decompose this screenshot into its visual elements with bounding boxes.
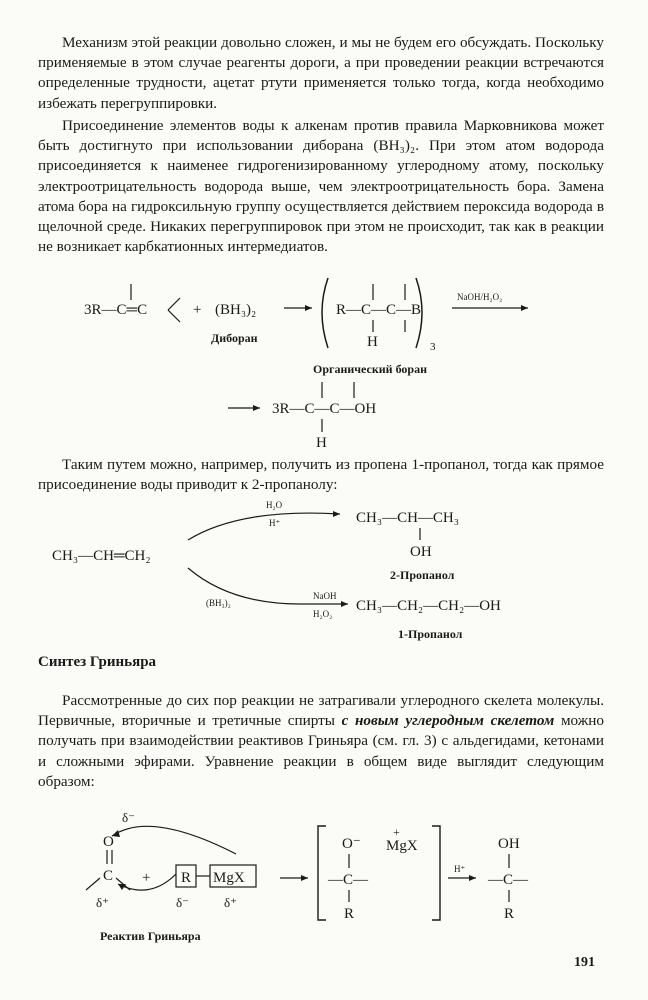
hydroboration-scheme — [0, 270, 648, 450]
paragraph-2: Присоединение элементов воды к алкенам против правила Марковникова может быть достигнуто при использовании диборана (BH₃)₂. При этом атом водорода присоединяется к наименее гидрогенизированному углеродному атому, поскольку электроотрицательность водорода выше, чем электроотрицательность бора. Замена атома бора на гидроксильную группу осуществляется действием пероксида водорода в щелочной среде. Никаких перегруппировок при этом не происходит, так как в реакции не возникает карбкатионных интермедиатов. — [38, 117, 604, 256]
scheme2-lower-reagent: (BH₃)₂ — [206, 598, 231, 608]
scheme3-oxygen: O — [103, 834, 114, 850]
scheme1-reagent: NaOH/H₂O₂ — [457, 292, 503, 302]
scheme3-delta-plus-mg: δ⁺ — [224, 895, 237, 910]
scheme1-reactant: 3R—C═C — [84, 302, 148, 318]
scheme3-delta-plus-left: δ⁺ — [96, 895, 109, 910]
scheme2-label-1: 1-Пропанол — [398, 627, 463, 641]
scheme3-prod-oh: OH — [498, 836, 520, 852]
propene-scheme — [0, 496, 648, 646]
paragraph-3: Таким путем можно, например, получить из пропена 1-пропанол, тогда как прямое присоединение воды приводит к 2-пропанолу: — [38, 456, 604, 494]
scheme2-reactant: CH₃—CH═CH₂ — [52, 548, 151, 564]
scheme3-prod-r: R — [504, 906, 515, 922]
scheme2-lower-reagent-bottom: H₂O₂ — [313, 609, 333, 619]
paragraph-4-emphasis: с новым углеродным скелетом — [341, 712, 555, 730]
scheme3-int-r: R — [344, 906, 355, 922]
scheme1-product: 3R—C—C—OH — [272, 401, 377, 417]
scheme1-product-h: H — [316, 435, 327, 450]
paragraph-4-end: можно получать при взаимодействии реактивов Гриньяра (см. гл. 3) с альдегидами, кетонами и сложными эфирами. Уравнение реакции в общем виде выглядит следующим образом: — [38, 712, 604, 790]
scheme2-product-2: CH₃—CH—CH₃ — [356, 510, 459, 526]
scheme3-delta-minus-top: δ⁻ — [122, 810, 135, 825]
scheme3-plus: + — [142, 870, 151, 886]
scheme1-diborane-label: Диборан — [211, 331, 258, 345]
scheme3-r: R — [181, 870, 192, 886]
scheme2-label-2: 2-Пропанол — [390, 568, 455, 582]
scheme3-label: Реактив Гриньяра — [100, 929, 201, 943]
scheme3-delta-minus-r: δ⁻ — [176, 895, 189, 910]
scheme3-int-mgx-charge: + — [393, 825, 400, 839]
scheme1-complex: R—C—C—B — [336, 302, 422, 318]
scheme2-product-2-oh: OH — [410, 544, 432, 560]
page-number: 191 — [574, 955, 595, 970]
scheme1-complex-h: H — [367, 334, 378, 350]
scheme1-complex-label: Органический боран — [313, 362, 428, 376]
scheme2-upper-reagent-top: H₂O — [266, 500, 283, 510]
scheme3-carbon: C — [103, 868, 114, 884]
scheme3-acid: H⁺ — [454, 864, 466, 874]
scheme2-lower-reagent-top: NaOH — [313, 591, 337, 601]
grignard-scheme — [0, 800, 648, 950]
paragraph-4 — [38, 691, 604, 792]
section-heading-grignard: Синтез Гриньяра — [38, 654, 157, 670]
scheme1-subscript-3: 3 — [430, 341, 436, 353]
scheme3-int-o: O⁻ — [342, 836, 361, 852]
scheme1-diborane: (BH₃)₂ — [215, 302, 257, 318]
scheme1-plus: + — [193, 302, 202, 318]
scheme3-int-mgx: MgX — [386, 838, 418, 854]
scheme3-mgx: MgX — [213, 870, 245, 886]
paragraph-1: Механизм этой реакции довольно сложен, и мы не будем его обсуждать. Поскольку применяемые в этом случае реагенты дороги, а при проведении реакции встречаются определенные трудности, ацетат ртути применяется только тогда, когда необходимо избежать перегруппировки. — [38, 34, 604, 112]
scheme3-prod-c: —C— — [488, 872, 529, 888]
scheme2-product-1: CH₃—CH₂—CH₂—OH — [356, 598, 501, 614]
paragraph-4-start: Рассмотренные до сих пор реакции не затрагивали углеродного скелета молекулы. Первичные, вторичные и третичные спирты — [38, 692, 604, 730]
scheme3-int-c: —C— — [328, 872, 369, 888]
scheme2-upper-reagent-bottom: H⁺ — [269, 518, 281, 528]
